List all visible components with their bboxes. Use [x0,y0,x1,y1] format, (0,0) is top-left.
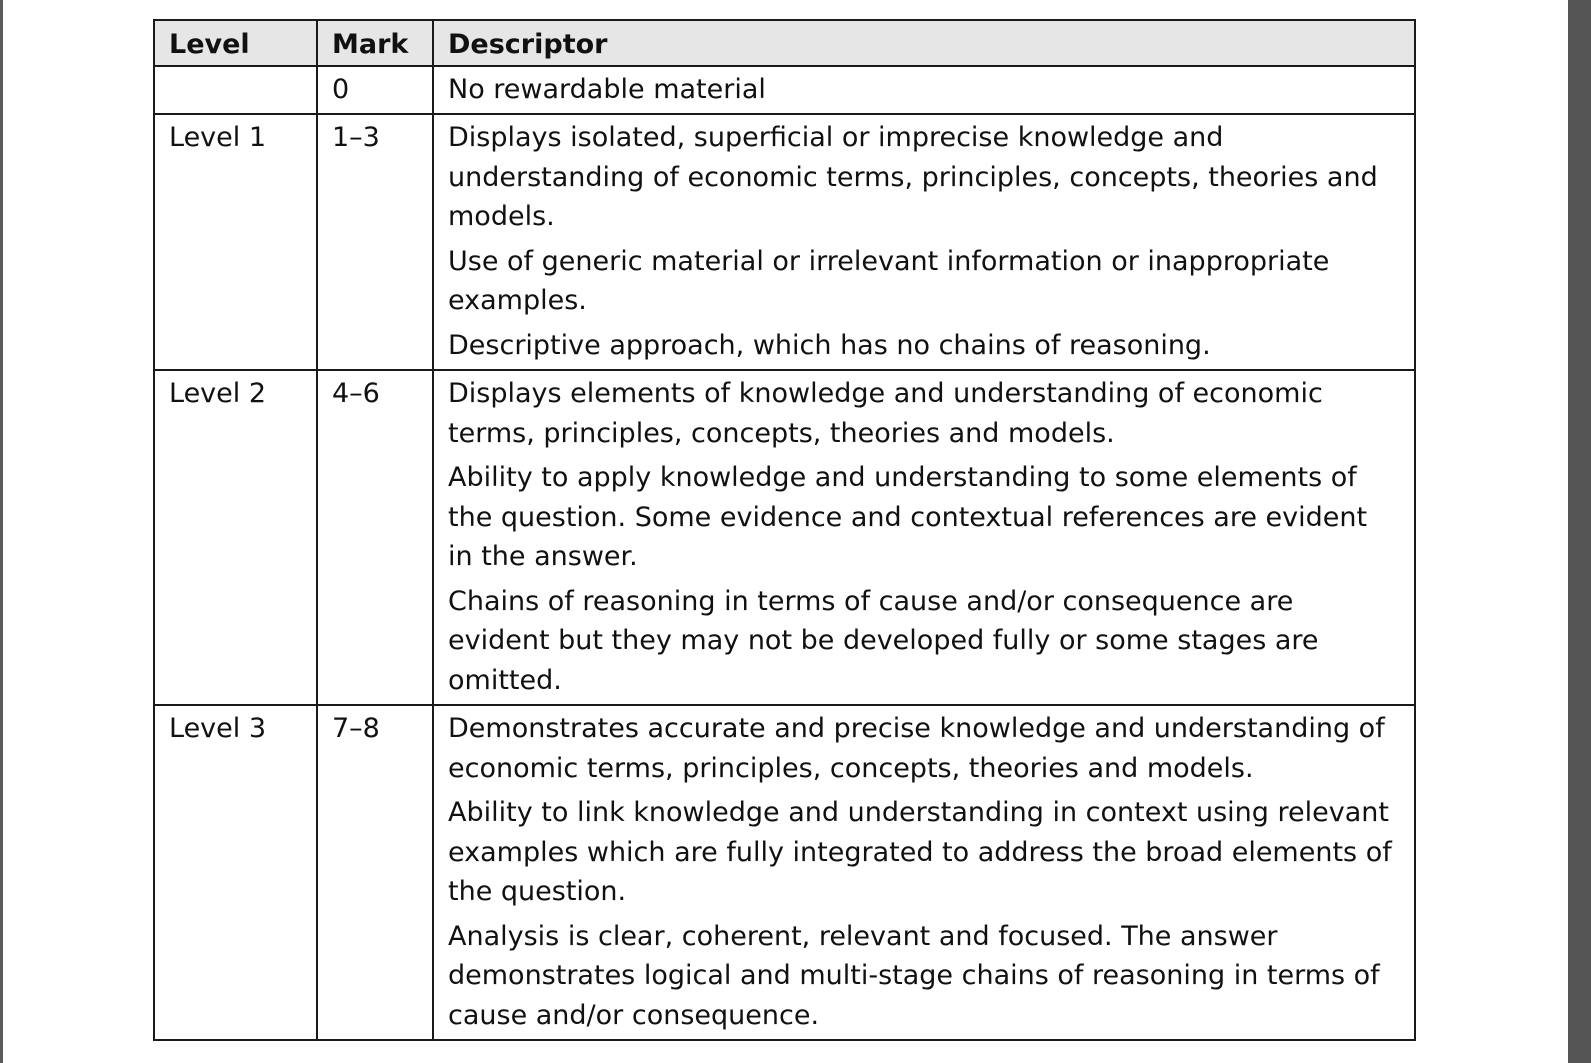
descriptor-text: Demonstrates accurate and precise knowledge and understanding of economic terms, principles, concepts, theories and models. [448,713,1385,784]
table-row [154,705,1415,1040]
descriptor-text: Use of generic material or irrelevant information or inappropriate examples. [448,245,1330,316]
table-header-row [154,20,1415,66]
descriptor-text: Ability to apply knowledge and understanding to some elements of the question. Some evidence and contextual references are evident in the answer. [448,462,1368,572]
descriptor-text: Analysis is clear, coherent, relevant and focused. The answer demonstrates logical and multi-stage chains of reasoning in terms of cause and/or consequence. [448,920,1380,1031]
page-edge-right [1568,0,1591,1063]
page-edge-left [0,0,3,1063]
descriptor-cell [433,370,1415,705]
mark-cell: 0 [317,66,433,115]
descriptor-text: No rewardable material [448,73,766,105]
table-row [154,114,1415,370]
header-descriptor: Descriptor [433,20,1415,66]
descriptor-text: Displays elements of knowledge and understanding of economic terms, principles, concepts, theories and models. [448,378,1323,449]
header-level: Level [154,20,317,66]
mark-scheme-table [153,19,1416,1041]
descriptor-text: Descriptive approach, which has no chains of reasoning. [448,329,1211,361]
descriptor-text: Chains of reasoning in terms of cause and/or consequence are evident but they may not be developed fully or some stages are omitted. [448,585,1319,696]
table-row [154,370,1415,705]
level-cell: Level 3 [154,705,317,1040]
descriptor-cell [433,114,1415,370]
level-cell [154,66,317,115]
mark-cell: 7–8 [317,705,433,1040]
descriptor-text: Ability to link knowledge and understanding in context using relevant examples which are fully integrated to address the broad elements of the question. [448,797,1392,907]
mark-cell: 1–3 [317,114,433,370]
descriptor-text: Displays isolated, superficial or imprecise knowledge and understanding of economic terms, principles, concepts, theories and models. [448,122,1378,232]
mark-cell: 4–6 [317,370,433,705]
table-row [154,66,1415,115]
descriptor-cell [433,66,1415,115]
level-cell: Level 2 [154,370,317,705]
header-mark: Mark [317,20,433,66]
descriptor-cell [433,705,1415,1040]
level-cell: Level 1 [154,114,317,370]
